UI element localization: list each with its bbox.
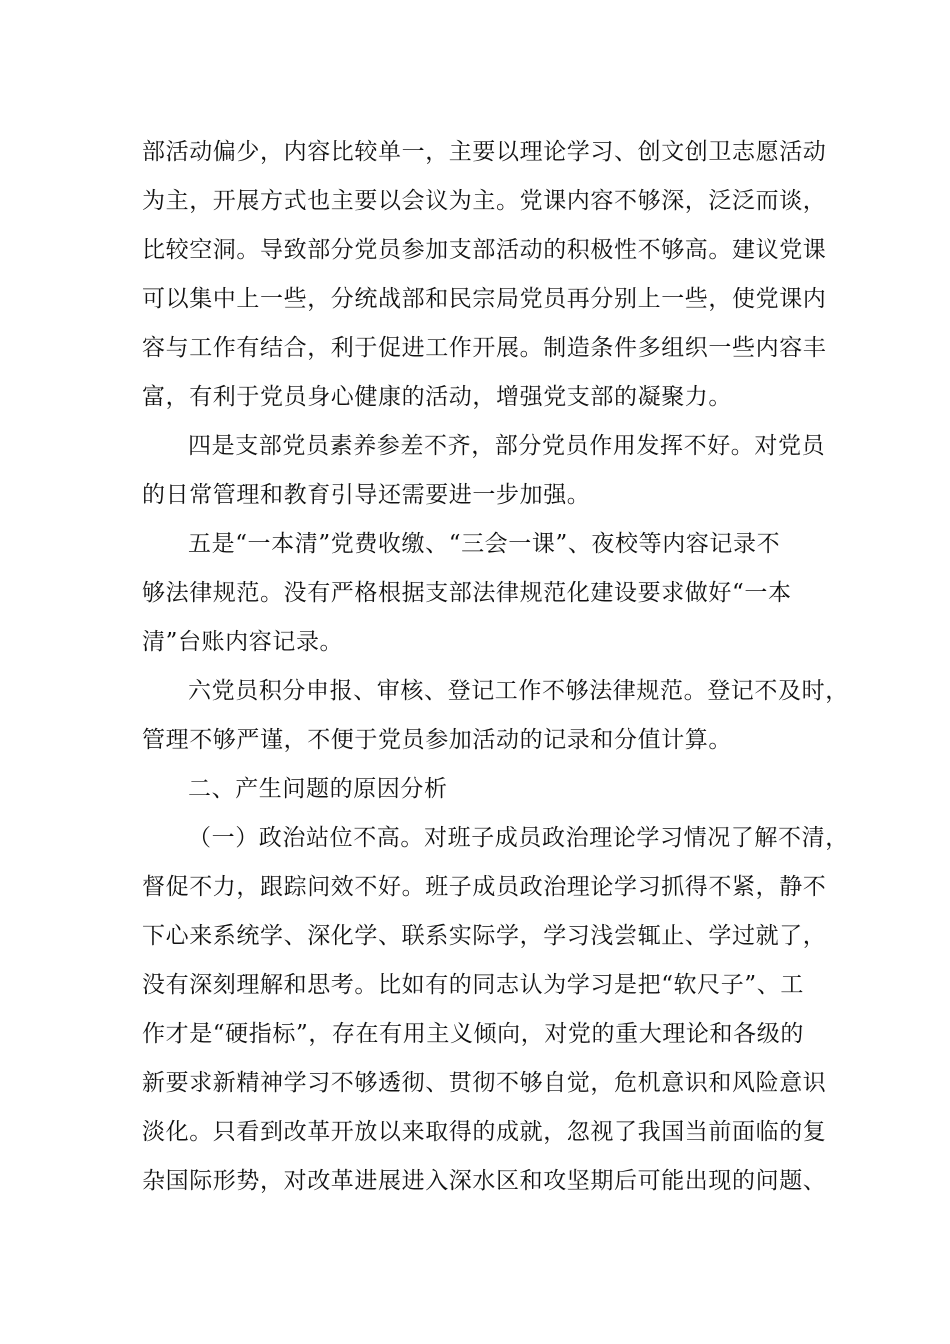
text-line: 下心来系统学、深化学、联系实际学，学习浅尝辄止、学过就了，: [142, 923, 827, 949]
text-line: 可以集中上一些，分统战部和民宗局党员再分别上一些，使党课内: [142, 286, 827, 312]
text-line: 比较空洞。导致部分党员参加支部活动的积极性不够高。建议党课: [142, 237, 827, 263]
text-line: 管理不够严谨，不便于党员参加活动的记录和分值计算。: [142, 727, 732, 753]
text-line: 清”台账内容记录。: [142, 629, 344, 655]
text-line: 作才是“硬指标”，存在有用主义倾向，对党的重大理论和各级的: [142, 1021, 804, 1047]
text-line: 部活动偏少，内容比较单一，主要以理论学习、创文创卫志愿活动: [142, 139, 827, 165]
section-heading: 二、产生问题的原因分析: [188, 776, 448, 802]
text-line: 够法律规范。没有严格根据支部法律规范化建设要求做好“一本: [142, 580, 792, 606]
text-line: 新要求新精神学习不够透彻、贯彻不够自觉，危机意识和风险意识: [142, 1070, 827, 1096]
text-line: 杂国际形势，对改革进展进入深水区和攻坚期后可能出现的问题、: [142, 1168, 827, 1194]
paragraph-start-line: 五是“一本清”党费收缴、“三会一课”、夜校等内容记录不: [188, 531, 781, 557]
text-line: 的日常管理和教育引导还需要进一步加强。: [142, 482, 591, 508]
text-line: 富，有利于党员身心健康的活动，增强党支部的凝聚力。: [142, 384, 732, 410]
text-line: 没有深刻理解和思考。比如有的同志认为学习是把“软尺子”、工: [142, 972, 804, 998]
text-line: 容与工作有结合，利于促进工作开展。制造条件多组织一些内容丰: [142, 335, 827, 361]
paragraph-start-line: 四是支部党员素养参差不齐，部分党员作用发挥不好。对党员: [188, 433, 826, 459]
subsection-start-line: （一）政治站位不高。对班子成员政治理论学习情况了解不清，: [188, 825, 849, 851]
paragraph-start-line: 六党员积分申报、审核、登记工作不够法律规范。登记不及时，: [188, 678, 849, 704]
text-line: 淡化。只看到改革开放以来取得的成就，忽视了我国当前面临的复: [142, 1119, 827, 1145]
text-line: 督促不力，跟踪问效不好。班子成员政治理论学习抓得不紧，静不: [142, 874, 827, 900]
body-text: [142, 128, 849, 1206]
text-line: 为主，开展方式也主要以会议为主。党课内容不够深，泛泛而谈，: [142, 188, 827, 214]
